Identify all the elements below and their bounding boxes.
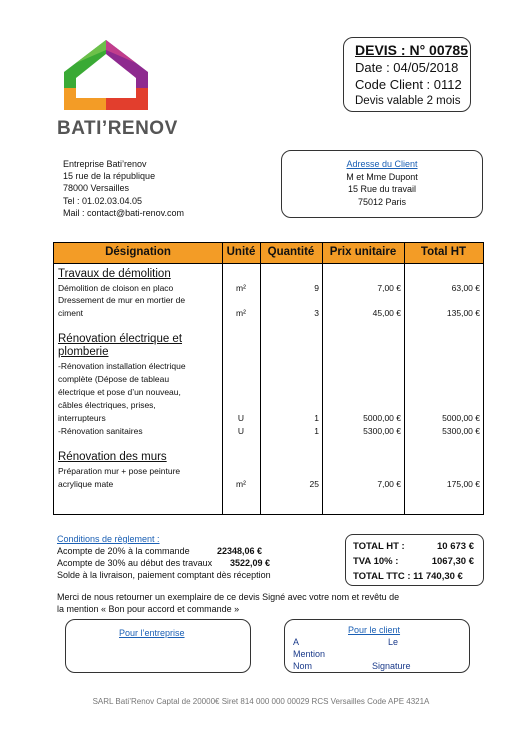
row-qty: 3 [314, 308, 319, 318]
row-description-cont: interrupteurs [58, 413, 106, 423]
row-description-cont: câbles électriques, prises, [58, 400, 156, 410]
company-city: 78000 Versailles [63, 183, 130, 194]
row-description-cont: complète (Dépose de tableau [58, 374, 170, 384]
sign-a-label: A [293, 637, 300, 647]
devis-box [343, 37, 471, 112]
row-total: 63,00 € [451, 283, 480, 293]
row-qty: 9 [314, 283, 319, 293]
row-total: 5300,00 € [442, 426, 480, 436]
return-line-2: la mention « Bon pour accord et commande » [57, 604, 240, 614]
return-line-1: Merci de nous retourner un exemplaire de ce devis Signé avec votre nom et revêtu de [57, 592, 400, 602]
row-qty: 1 [314, 413, 319, 423]
company-street: 15 rue de la république [63, 171, 156, 182]
client-signature-box [284, 619, 470, 673]
row-price: 45,00 € [372, 308, 401, 318]
row-total: 175,00 € [446, 479, 480, 489]
company-mail: Mail : contact@bati-renov.com [63, 207, 185, 218]
header-designation: Désignation [105, 246, 171, 258]
conditions-line-1: Acompte de 20% à la commande [57, 546, 190, 556]
company-name: Entreprise Bati’renov [63, 159, 147, 169]
client-city: 75012 Paris [357, 196, 407, 207]
row-unit: m² [236, 283, 246, 293]
client-heading-link[interactable]: Adresse du Client [346, 159, 418, 169]
row-total: 5000,00 € [442, 413, 480, 423]
row-unit: m² [236, 308, 246, 318]
client-address-box [281, 150, 483, 218]
devis-number: DEVIS : N° 00785 [355, 42, 468, 58]
row-description-cont: électrique et pose d’un nouveau, [58, 387, 181, 397]
row-qty: 25 [309, 479, 319, 489]
row-description-cont: acrylique mate [58, 479, 114, 489]
table-header [54, 243, 483, 264]
row-description: -Rénovation sanitaires [58, 426, 143, 436]
footer-legal: SARL Bati’Renov Captal de 20000€ Siret 814 000 000 00029 RCS Versailles Code APE 4321A [92, 697, 430, 706]
header-quantite: Quantité [267, 246, 315, 258]
row-description-cont: ciment [58, 308, 84, 318]
section-title: Travaux de démolition [58, 268, 171, 280]
header-prix: Prix unitaire [329, 246, 397, 258]
row-qty: 1 [314, 426, 319, 436]
conditions-line-3: Solde à la livraison, paiement comptant dès réception [57, 570, 271, 580]
sign-signature-label: Signature [372, 661, 411, 671]
tva-value: 1067,30 € [431, 556, 474, 567]
section-title-cont: plomberie [58, 346, 109, 358]
company-address [63, 158, 184, 219]
row-unit: U [237, 413, 245, 423]
return-instructions [57, 591, 487, 615]
client-signature-link[interactable]: Pour le client [348, 625, 401, 635]
client-street: 15 Rue du travail [347, 184, 417, 194]
quote-table [53, 242, 484, 515]
row-description: Démolition de cloison en placo [58, 283, 174, 293]
tva-label: TVA 10% : [353, 556, 399, 567]
sign-le-label: Le [388, 637, 399, 647]
total-ht-value: 10 673 € [437, 541, 474, 552]
total-ttc: TOTAL TTC : 11 740,30 € [353, 571, 463, 582]
sign-mention-label: Mention [293, 649, 326, 659]
devis-client-code: Code Client : 0112 [355, 77, 462, 92]
row-price: 5300,00 € [363, 426, 401, 436]
row-description: -Rénovation installation électrique [58, 361, 186, 371]
row-price: 7,00 € [377, 283, 401, 293]
section-title: Rénovation électrique et [58, 333, 183, 345]
section-title: Rénovation des murs [58, 451, 167, 463]
row-description: Dressement de mur en mortier de [58, 295, 186, 305]
payment-conditions [57, 533, 337, 583]
row-total: 135,00 € [446, 308, 480, 318]
company-signature-box [65, 619, 251, 673]
conditions-amount-1: 22348,06 € [217, 546, 263, 556]
row-price: 5000,00 € [363, 413, 401, 423]
brand-name: BATI’RENOV [57, 118, 178, 139]
sign-nom-label: Nom [293, 661, 313, 671]
row-unit: m² [236, 479, 246, 489]
header-total: Total HT [420, 246, 467, 258]
total-ht-label: TOTAL HT : [353, 541, 405, 552]
client-name: M et Mme Dupont [346, 171, 418, 182]
company-signature-link[interactable]: Pour l’entreprise [119, 628, 185, 638]
conditions-heading-link[interactable]: Conditions de règlement : [57, 534, 160, 544]
conditions-amount-2: 3522,09 € [230, 558, 271, 568]
devis-validity: Devis valable 2 mois [355, 95, 461, 107]
totals-box [345, 534, 484, 586]
row-price: 7,00 € [377, 479, 401, 489]
company-tel: Tel : 01.02.03.04.05 [63, 195, 143, 206]
devis-date: Date : 04/05/2018 [355, 60, 459, 75]
row-description: Préparation mur + pose peinture [58, 466, 181, 476]
row-unit: U [237, 426, 245, 436]
conditions-line-2: Acompte de 30% au début des travaux [57, 558, 213, 568]
house-logo-icon [60, 36, 152, 112]
header-unite: Unité [226, 246, 256, 258]
